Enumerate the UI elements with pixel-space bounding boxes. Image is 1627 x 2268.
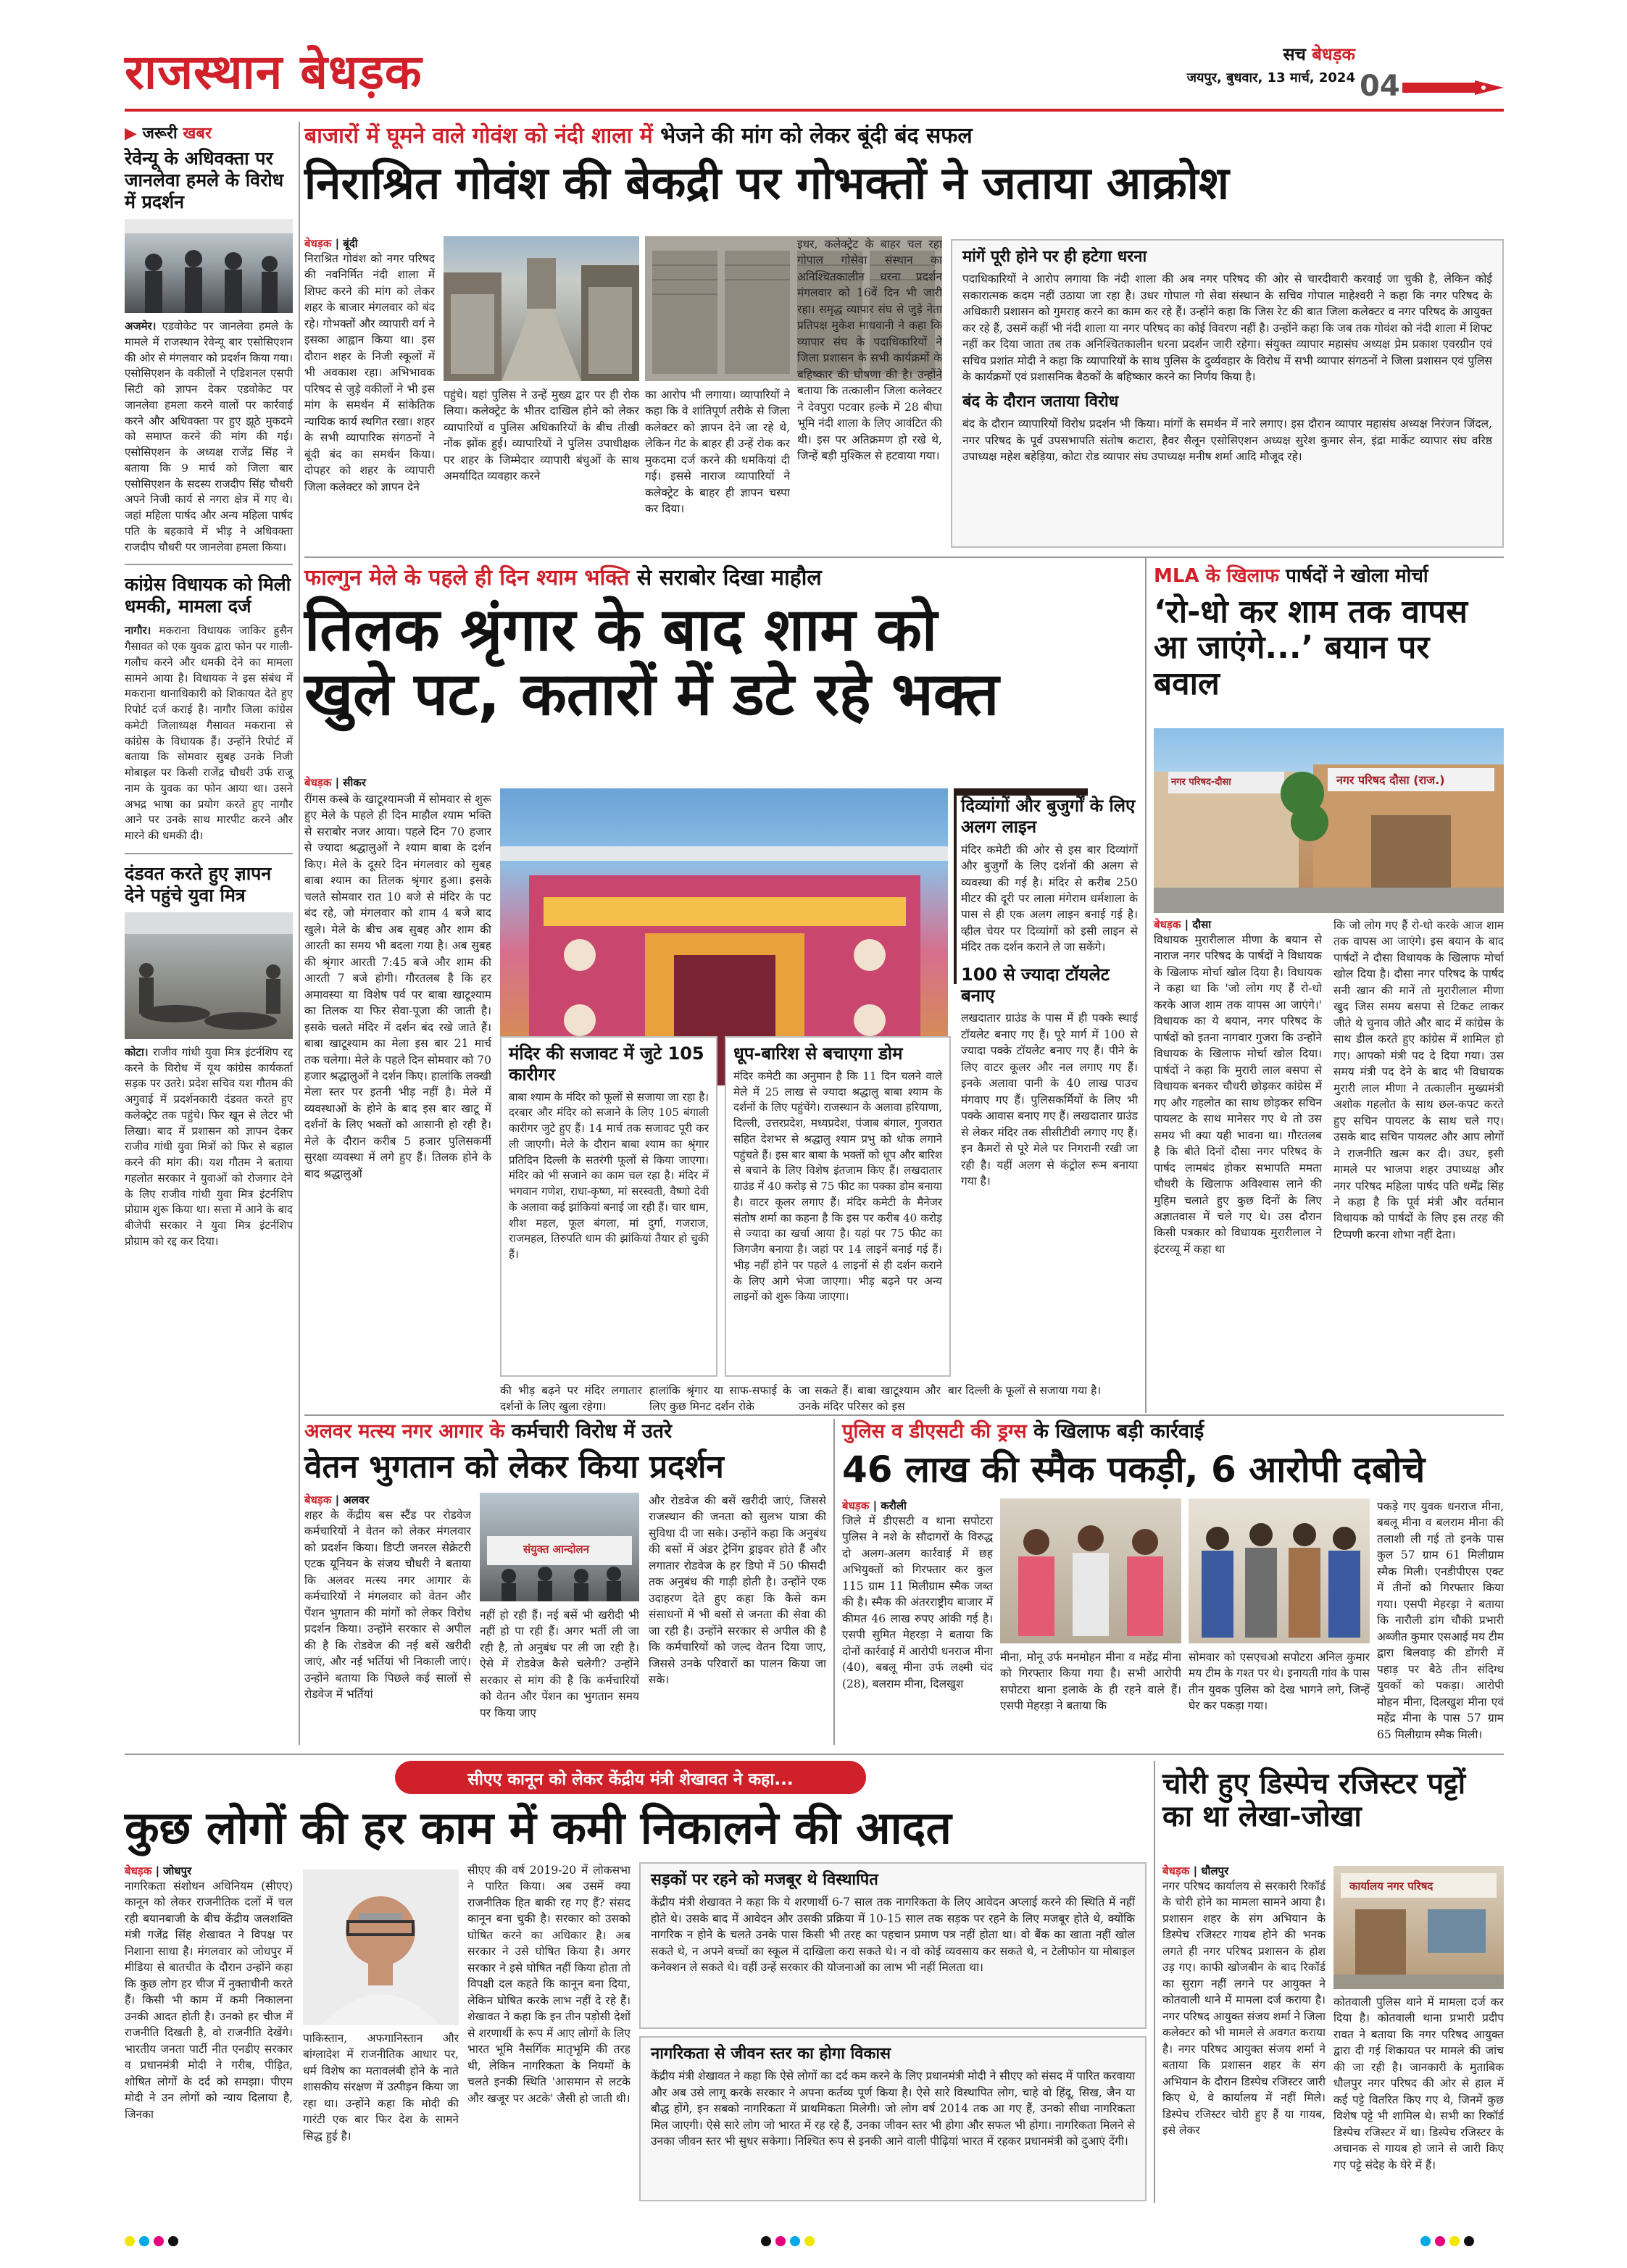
sidebar-body bbox=[125, 319, 293, 555]
story6-box2-body: केंद्रीय मंत्री शेखावत ने कहा कि ऐसे लोगों का दर्द कम करने के लिए प्रधानमंत्री मोदी ने सीएए को संसद में पारित करवाया और अब उसे लागू करके सरकार ने अपना कर्तव्य पूर्ण किया है। ऐसे सारे विस्थापित लोग, चाहे वो हिंदू, सिख, जैन या बौद्ध होंगे, इन सबको नागरिकता में प्राथमिकता मिलेगी। जो लोग वर्ष 2014 तक आ गए हैं, उनको सीधा नागरिकता मिल जाएगी। ऐसे सारे लोग जो भारत में रह रहे हैं, उनका जीवन स्तर भी होगा और सफल भी होगा। नागरिकता मिलने से उनका जीवन स्तर भी सुधर सकेगा। निश्चित रूप से इनकी आने वाली पीढ़ियां भारत में रहकर प्रधानमंत्री को दुआएं देंगी। bbox=[651, 2069, 1135, 2148]
story7-col2: कोतवाली पुलिस थाने में मामला दर्ज कर दिया है। कोतवाली थाना प्रभारी प्रदीप रावत ने बताया कि नगर परिषद आयुक्त द्वारा दी गई शिकायत पर मामले की जांच की जा रही है। जानकारी के मुताबिक धौलपुर नगर परिषद की ओर से हाल में कई पट्टे वितरित किए गए थे, जिनमें कुछ विशेष पट्टे भी शामिल थे। सभी का रिकॉर्ड डिस्पेच रजिस्टर में था। डिस्पेच रजिस्टर के अचानक से गायब हो जाने से जारी किए गए पट्टे संदेह के घेरे में हैं। bbox=[1333, 1996, 1504, 2172]
dateline-place: सीकर bbox=[343, 776, 366, 789]
story6-col1: नागरिकता संशोधन अधिनियम (सीएए) कानून को लेकर राजनीतिक दलों में चल रही बयानबाजी के बीच केंद्रीय जलशक्ति मंत्री गजेंद्र सिंह शेखावत ने विपक्ष पर निशाना साधा है। मंगलवार को जोधपुर में मीडिया से बातचीत के दौरान उन्होंने कहा कि कुछ लोग हर चीज में नुक्ताचीनी करते हैं। किसी भी काम में कमी निकालना उनकी आदत होती है। उनको हर चीज में राजनीति दिखती है, वो राजनीति देखेंगे। भारतीय जनता पार्टी नीत एनडीए सरकार व प्रधानमंत्री मोदी ने गरीब, पीड़ित, शोषित लोगों के दर्द को समझा। पीएम मोदी ने उन लोगों को न्याय दिलाया है, जिनका bbox=[125, 1880, 293, 2121]
story2-headline-l1: तिलक श्रृंगार के बाद शाम को bbox=[304, 596, 938, 664]
story2-right-col bbox=[957, 796, 1138, 1375]
dateline-source: बेधड़क bbox=[304, 237, 332, 250]
masthead-tag-a: सच bbox=[1283, 44, 1306, 64]
story6-photo-caption: पाकिस्तान, अफगानिस्तान और बांग्लादेश में राजनीतिक आधार पर, धर्म विशेष का मतावलंबी होने के नाते शासकीय संरक्षण में उत्पीड़न किया जा रहा था। उन्होंने कहा कि मोदी की गारंटी एक बार फिर देश के सामने सिद्ध हुई है। bbox=[303, 2032, 459, 2143]
story2-caption2 bbox=[725, 1036, 951, 1377]
municipal-council-office-photo bbox=[1333, 1866, 1504, 1989]
story4-kicker-b: कर्मचारी विरोध में उतरे bbox=[511, 1420, 673, 1443]
dateline-place: अलवर bbox=[343, 1493, 370, 1506]
story2-box1-body: मंदिर कमेटी की ओर से इस बार दिव्यांगों और बुजुर्गों के लिए दर्शनों की अलग से व्यवस्था की गई है। मंदिर से करीब 250 मीटर की दूरी पर लाला मंगेराम धर्मशाला के पास से ही एक अलग लाइन बनाई गई है। व्हील चेयर पर दिव्यांगों को इसी लाइन से मंदिर तक दर्शन कराने ले जा सकेंगे। bbox=[961, 843, 1138, 954]
story5-kicker bbox=[842, 1420, 1504, 1443]
caret-icon: ▶ bbox=[125, 125, 137, 143]
story5-kicker-b: के खिलाफ बड़ी कार्रवाई bbox=[1033, 1420, 1204, 1443]
story2-col1: रींगस कस्बे के खाटूश्यामजी में सोमवार से शुरू हुए मेले के पहले ही दिन माहौल श्याम भक्ति से सराबोर नजर आया। पहले दिन 70 हजार से ज्यादा श्रद्धालुओं ने श्याम बाबा के दर्शन किए। मेले के दूसरे दिन मंगलवार को सुबह बाबा श्याम का तिलक श्रृंगार हुआ। इसके चलते सोमवार रात 10 बजे से मंदिर के पट बंद रहे, जो मंगलवार को शाम 4 बजे बाद खुले। मेले के बीच अब सुबह और शाम की आरती का समय भी बदला गया है। अब सुबह की श्रृंगार आरती 7:45 बजे और शाम की आरती 7 बजे होगी। गौरतलब है कि हर अमावस्या या विशेष पर्व पर बाबा खाटूश्याम का तिलक या फिर सेवा-पूजा की जाती है। इसके चलते मंदिर में दर्शन बंद रखे जाते हैं। बाबा खाटूश्याम का मेला इस बार 21 मार्च तक चलेगा। मेले के पहले दिन सोमवार को 70 हजार श्रद्धालुओं ने दर्शन किए। हालांकि लक्खी मेला स्तर पर इतनी भीड़ नहीं है। मेले में व्यवस्थाओं के होने के बाद इस बार खाटू में दर्शनों के लिए भक्तों को आसानी हो रही है। मेले के दौरान करीब 5 हजार पुलिसकर्मी सुरक्षा व्यवस्था में लगे हुए हैं। तिलक होने के बाद श्रद्धालुओं bbox=[304, 793, 491, 1180]
story2-kicker bbox=[304, 565, 1138, 591]
sidebar-dateline: अजमेर। bbox=[125, 320, 157, 333]
story6-dateline: बेधड़क | जोधपुर bbox=[125, 1864, 192, 1877]
story4-headline: वेतन भुगतान को लेकर किया प्रदर्शन bbox=[304, 1448, 724, 1485]
sidebar-item-1 bbox=[125, 148, 293, 555]
story1-kicker-a: बाजारों में घूमने वाले गोवंश को नंदी शाला में bbox=[304, 123, 653, 149]
masthead-title: राजस्थान बेधड़क bbox=[125, 43, 423, 100]
story1-col4: इधर, कलेक्ट्रेट के बाहर चल रहा गोपाल गोसेवा संस्थान का अनिश्चितकालीन धरना प्रदर्शन मंगलवार को 16वें दिन भी जारी रहा। समृद्ध व्यापार संघ से जुड़े नेता प्रतिपक्ष मुकेश माधवानी ने कहा कि व्यापार संघ के पदाधिकारियों ने जिला प्रशासन के सभी कार्यक्रमों के बहिष्कार की घोषणा की है। उन्होंने बताया कि तत्कालीन जिला कलेक्टर ने देवपुरा पटवार हल्के में 28 बीघा भूमि नंदी शाला के लिए आवंटित की थी। इस पर अतिक्रमण हो रखे थे, जिन्हें बड़ी मुश्किल से हटवाया गया। bbox=[797, 238, 942, 463]
pen-nib-icon bbox=[1402, 78, 1504, 97]
story2-caption1-body: बाबा श्याम के मंदिर को फूलों से सजाया जा रहा है। दरबार और मंदिर को सजाने के लिए 105 बंगाली कारीगर जुटे हुए हैं। 14 मार्च तक सजावट पूरी कर ली जाएगी। मेले के दौरान बाबा श्याम का श्रृंगार प्रतिदिन दिल्ली के सतरंगी फूलों से किया जाएगा। मंदिर को भी सजाने का काम चल रहा है। मंदिर में भगवान गणेश, राधा-कृष्ण, मां सरस्वती, वैष्णो देवी के अलावा कई झांकियां बनाई जा रही हैं। चार धाम, शीश महल, फूल बंगला, मां दुर्गा, गजराज, राजमहल, तिरुपति धाम की झांकियां तैयार हो चुकी हैं। bbox=[509, 1090, 709, 1262]
story5-caption2: सोमवार को एसएचओ सपोटरा अनिल कुमार मय टीम के गश्त पर थे। इनायती गांव के पास तीन युवक पुलिस को देख भागने लगे, जिन्हें घेर कर पकड़ा गया। bbox=[1189, 1651, 1370, 1713]
story2-caption2-title: धूप-बारिश से बचाएगा डोम bbox=[733, 1043, 903, 1064]
story4-kicker-a: अलवर मत्स्य नगर आगार के bbox=[304, 1420, 505, 1443]
story7-dateline: बेधड़क | धौलपुर bbox=[1162, 1864, 1229, 1877]
color-registration-center bbox=[761, 2235, 819, 2249]
municipal-office-photo bbox=[1154, 728, 1504, 913]
story1-kicker bbox=[304, 123, 1504, 149]
story4-col2: नहीं हो रही हैं। नई बसें भी खरीदी भी नहीं हो पा रही हैं। अगर भर्ती ली जा रही है, तो अनुबंध पर ली जा रही है। ऐसे में रोडवेज कैसे चलेगी? उन्होंने सरकार से मांग की है कि कर्मचारियों को वेतन और पेंशन का भुगतान समय पर किया जाए bbox=[480, 1609, 639, 1719]
story1-box2-title: बंद के दौरान जताया विरोध bbox=[962, 392, 1119, 411]
story4-kicker bbox=[304, 1420, 826, 1443]
accused-photo-2 bbox=[1189, 1498, 1370, 1643]
story1-col2: पहुंचे। यहां पुलिस ने उन्हें मुख्य द्वार पर ही रोक लिया। कलेक्ट्रेट के भीतर दाखिल होने को लेकर व्यापारियों व पुलिस अधिकारियों के बीच तीखी नोंक झोंक हुई। व्यापारियों ने पुलिस उपाधीक्षक पर शहर के जिम्मेदार व्यापारी बंधुओं के साथ अमर्यादित व्यवहार करने bbox=[444, 388, 639, 483]
story5-col1: जिले में डीएसटी व थाना सपोटरा पुलिस ने नशे के सौदागरों के विरुद्ध दो अलग-अलग कार्रवाई में छह अभियुक्तों को गिरफ्तार कर कुल 115 ग्राम 11 मिलीग्राम स्मैक जब्त की है। स्मैक की अंतरराष्ट्रीय बाजार में कीमत 46 लाख रुपए आंकी गई है। एसपी सुमित मेहरड़ा ने बताया कि दोनों कार्रवाई में आरोपी धनराज मीना (40), बबलू मीना उर्फ लक्ष्मी चंद (28), बलराम मीना, दिलखुश bbox=[842, 1514, 993, 1690]
page-number: 04 bbox=[1360, 70, 1400, 103]
sidebar-text: मकराना विधायक जाकिर हुसैन गैसावत को एक युवक द्वारा फोन पर गाली-गलौच करने और धमकी देने का मामला सामने आया है। विधायक ने इस संबंध में मकराना थानाधिकारी को शिकायत देते हुए रिपोर्ट दर्ज कराई है। नागौर जिला कांग्रेस कमेटी जिलाध्यक्ष गैसावत मकराना से कांग्रेस के विधायक हैं। उन्होंने रिपोर्ट में बताया कि सोमवार सुबह उनके निजी मोबाइल पर किसी राजेंद्र चौधरी उर्फ राजू नाम के युवक का फोन आया था। उसने अभद्र भाषा का प्रयोग करते हुए नागौर आने पर उनके साथ मारपीट करने और मारने की धमकी दी। bbox=[125, 624, 293, 842]
story2-dateline: बेधड़क | सीकर bbox=[304, 776, 366, 789]
story4-col3: और रोडवेज की बसें खरीदी जाएं, जिससे राजस्थान की जनता को सुलभ यात्रा की सुविधा दी जा सके। उन्होंने कहा कि अनुबंध की बसों में अंडर ट्रेनिंग ड्राइवर होते हैं और लगातार रोडवेज के हर डिपो में 50 फीसदी तक अनुबंध की गाड़ी होती है। उन्होंने एक उदाहरण देते हुए कहा कि कैसे कम संसाधनों में भी बसों से जनता की सेवा की जा रही है। उन्होंने सरकार से अपील की है कि कर्मचारियों को जल्द वेतन दिया जाए, जिससे उनके परिवारों का पालन किया जा सके। bbox=[649, 1494, 826, 1687]
color-registration-right bbox=[1420, 2235, 1478, 2249]
story1-box2-body: बंद के दौरान व्यापारियों विरोध प्रदर्शन भी किया। मांगों के समर्थन में नारे लगाए। इस दौरान व्यापार महासंघ अध्यक्ष निरंजन जिंदल, नगर परिषद के पूर्व उपसभापति संतोष कटारा, हैवर सैलून एसोसिएशन अध्यक्ष सुरेश कुमार सेन, इंद्रा मार्केट व्यापार संघ वरिष्ठ उपाध्यक्ष महेश बहेड़िया, कोटा रोड व्यापार संघ उपाध्यक्ष मनीष शर्मा आदि मौजूद रहे। bbox=[962, 417, 1492, 463]
sidebar-divider bbox=[125, 853, 293, 854]
sidebar-text: एडवोकेट पर जानलेवा हमले के मामले में राजस्थान रेवेन्यू बार एसोसिएशन की ओर से मंगलवार को प्रदर्शन किया गया। एसोसिएशन के वकीलों ने एडिशनल एसपी सिटी को ज्ञापन देकर एडवोकेट पर जानलेवा हमला करने वालों पर कार्रवाई करने और अधिवक्ता पर हुए झूठे मुकदमे को समाप्त करने की मांग की गई। एसोसिएशन के अध्यक्ष राजेंद्र सिंह ने बताया कि 9 मार्च को जिला बार एसोसिएशन के सदस्य राजदीप सिंह चौधरी अपने निजी कार्य से नगरा क्षेत्र में गए थे। जहां महिला पार्षद और अन्य महिला पार्षद पति के बहकावे में भीड़ ने अधिवक्ता राजदीप चौधरी पर जानलेवा हमला किया। bbox=[125, 320, 293, 554]
story6-right-rule bbox=[1154, 1761, 1155, 2203]
masthead-tag-b: बेधड़क bbox=[1312, 44, 1355, 64]
story6-kicker-banner bbox=[395, 1761, 866, 1794]
dateline-source: बेधड़क bbox=[842, 1499, 870, 1512]
masthead-rule bbox=[125, 109, 1504, 112]
story3-dateline: बेधड़क | दौसा bbox=[1154, 918, 1212, 931]
story2-headline bbox=[304, 596, 1138, 729]
story1-box bbox=[951, 239, 1504, 548]
dateline-place: करौली bbox=[881, 1499, 907, 1512]
sidebar-headline: रेवेन्यू के अधिवक्ता पर जानलेवा हमले के विरोध में प्रदर्शन bbox=[125, 148, 284, 212]
story2-box1-title: दिव्यांगों और बुजुर्गों के लिए अलग लाइन bbox=[961, 796, 1136, 837]
story2-tail-3: जा सकते हैं। बाबा खाटूश्याम और उनके मंदिर परिसर को इस bbox=[799, 1384, 941, 1414]
story3-col1: विधायक मुरारीलाल मीणा के बयान से नाराज नगर परिषद के पार्षदों ने विधायक के खिलाफ मोर्चा खोल दिया है। विधायक ने कहा था कि 'जो लोग गए हैं रो-धो करके आज शाम तक वापस आ जाएंगे।' विधायक का ये बयान, नगर परिषद के पार्षदों को इतना नागवार गुजरा कि उन्होंने विधायक के खिलाफ मोर्चा खोल दिया। पार्षदों ने कहा कि मुरारी लाल बसपा से विधायक बनकर चौधरी छोड़कर कांग्रेस में गए और गहलोत का साथ छोड़कर सचिन पायलट के साथ मानेसर गए थे तो उस समय भी क्या यही भावना था। गौरतलब है कि बीते दिनों दौसा नगर परिषद के पार्षद लामबंद होकर सभापति ममता चौधरी के खिलाफ अविश्वास लाने की मुहिम चलाते हुए कुछ दिनों के लिए अज्ञातवास में चले गए थे। उस दौरान किसी पत्रकार को विधायक मुरारीलाल ने इंटरव्यू में कहा था bbox=[1154, 933, 1322, 1256]
roadways-protest-photo bbox=[480, 1493, 639, 1601]
minister-portrait-photo bbox=[303, 1869, 459, 2025]
photo-sign-1: नगर परिषद-दौसा bbox=[1171, 777, 1231, 788]
story2-right-rule bbox=[1145, 558, 1147, 1413]
story2-caption1-title: मंदिर की सजावट में जुटे 105 कारीगर bbox=[509, 1043, 704, 1085]
story3-headline: ‘रो-धो कर शाम तक वापस आ जाएंगे...’ बयान पर बवाल bbox=[1154, 593, 1468, 702]
story1-box1-title: मांगें पूरी होने पर ही हटेगा धरना bbox=[962, 248, 1147, 266]
story4-dateline: बेधड़क | अलवर bbox=[304, 1493, 370, 1506]
sidebar-headline: दंडवत करते हुए ज्ञापन देने पहुंचे युवा मित्र bbox=[125, 862, 272, 906]
story6-headline: कुछ लोगों की हर काम में कमी निकालने की आदत bbox=[125, 1801, 952, 1854]
dateline-place: जोधपुर bbox=[163, 1864, 192, 1877]
story5-headline: 46 लाख की स्मैक पकड़ी, 6 आरोपी दबोचे bbox=[842, 1448, 1426, 1491]
sidebar-label-a: जरूरी bbox=[142, 125, 178, 143]
story6-box1-title: सड़कों पर रहने को मजबूर थे विस्थापित bbox=[651, 1871, 878, 1889]
story2-caption2-body: मंदिर कमेटी का अनुमान है कि 11 दिन चलने वाले मेले में 25 लाख से ज्यादा श्रद्धालु बाबा श्याम के दर्शनों के लिए पहुंचेंगे। राजस्थान के अलावा हरियाणा, दिल्ली, उत्तरप्रदेश, मध्यप्रदेश, पंजाब बंगाल, गुजरात सहित देशभर से श्रद्धालु श्याम प्रभु को धोक लगाने पहुंचते हैं। इस बार बाबा के भक्तों को धूप और बारिश से बचाने के लिए विशेष इंतजाम किए हैं। लखदातार ग्राउंड में 40 करोड़ से 75 फीट का पक्का डोम बनाया है। वाटर कूलर लगाए हैं। मंदिर कमेटी के मैनेजर संतोष शर्मा का कहना है कि इस पर करीब 40 करोड़ से ज्यादा का खर्चा आया है। यहां पर 75 फीट का जिगजैग बनाया है। जहां पर 14 लाइनें बनाई गई हैं। भीड़ नहीं होने पर पहले 4 लाइनों से ही दर्शन कराने के लिए आगे भेजा जाएगा। भीड़ बढ़ने पर अन्य लाइनों को शुरू किया जाएगा। bbox=[733, 1069, 942, 1304]
story2-box2-title: 100 से ज्यादा टॉयलेट बनाए bbox=[961, 964, 1110, 1006]
sidebar-dateline: कोटा। bbox=[125, 1045, 149, 1059]
story7-col1: नगर परिषद कार्यालय से सरकारी रिकॉर्ड के चोरी होने का मामला सामने आया है। प्रशासन शहर के संग अभियान के डिस्पेच रजिस्टर गायब होने की भनक लगते ही नगर परिषद प्रशासन के होश उड़ गए। काफी खोजबीन के बाद रिकॉर्ड का सुराग नहीं लगने पर आयुक्त ने कोतवाली थाने में मामला दर्ज कराया है। नगर परिषद आयुक्त संजय शर्मा ने जिला कलेक्टर को भी मामले से अवगत कराया है। नगर परिषद आयुक्त संजय शर्मा ने बताया कि प्रशासन शहर के संग अभियान के दौरान डिस्पेच रजिस्टर जारी किए थे, वे कार्यालय में नहीं मिले। डिस्पेच रजिस्टर चोरी हुए हैं या गायब, इसे लेकर bbox=[1162, 1880, 1326, 2138]
story1-headline: निराश्रित गोवंश की बेकद्री पर गोभक्तों ने जताया आक्रोश bbox=[304, 157, 1229, 209]
masthead-date-block bbox=[1160, 42, 1355, 86]
sidebar-dateline: नागौर। bbox=[125, 624, 151, 638]
sidebar-body bbox=[125, 623, 293, 844]
dateline-place: दौसा bbox=[1192, 918, 1212, 931]
sidebar-vertical-rule bbox=[299, 122, 300, 1745]
protest-photo bbox=[125, 219, 293, 313]
banner-text: संयुक्त आन्दोलन bbox=[523, 1543, 589, 1556]
dateline-source: बेधड़क bbox=[125, 1864, 152, 1877]
story2-kicker-a: फाल्गुन मेले के पहले ही दिन श्याम भक्ति bbox=[304, 565, 630, 591]
photo-sign-3: कार्यालय नगर परिषद bbox=[1349, 1880, 1433, 1893]
dateline-source: बेधड़क bbox=[304, 1493, 332, 1506]
story4-right-rule bbox=[833, 1419, 835, 1745]
story6-col2: सीएए की वर्ष 2019-20 में लोकसभा ने पारित किया। अब उसमें क्या राजनीतिक हित बाकी रह गए हैं? संसद कानून बना चुकी है। सरकार को उसको घोषित करने का अधिकार है। अब सरकार ने उसे घोषित किया है। अगर सरकार ने इसे घोषित नहीं किया होता तो विपक्षी दल कहते कि कानून बना दिया, लेकिन घोषित करके लाभ नहीं दे रहे हैं। शेखावत ने कहा कि इन तीन पड़ोसी देशों से शरणार्थी के रूप में आए लोगों के लिए भारत भूमि नैसर्गिक मातृभूमि की तरह थी, लेकिन नागरिकता के नियमों के चलते इनकी स्थिति 'आसमान से लटके और खजूर पर अटके' जैसी हो जाती थी। bbox=[467, 1864, 631, 2105]
dateline-source: बेधड़क bbox=[1162, 1864, 1190, 1877]
mid-rule bbox=[304, 1414, 1504, 1416]
sidebar-item-2 bbox=[125, 574, 293, 844]
story1-col1: निराश्रित गोवंश को नगर परिषद की नवनिर्मित नंदी शाला में शिफ्ट करने की मांग को लेकर शहर के बाजार मंगलवार को बंद रहे। गोभक्तों और व्यापारी वर्ग ने इसका आह्वान किया था। इस दौरान शहर के निजी स्कूलों में भी अवकाश रहा। अभिभावक परिषद से जुड़े वकीलों ने भी इस मांग के समर्थन में सांकेतिक न्यायिक कार्य स्थगित रखा। शहर के सभी व्यापारिक संगठनों ने बूंदी बंद का समर्थन किया। दोपहर को शहर के व्यापारी जिला कलेक्टर को ज्ञापन देने bbox=[304, 252, 435, 493]
story7-headline: चोरी हुए डिस्पेच रजिस्टर पट्टों का था लेखा-जोखा bbox=[1162, 1767, 1466, 1833]
sidebar-headline: कांग्रेस विधायक को मिली धमकी, मामला दर्ज bbox=[125, 574, 291, 617]
story6-box2 bbox=[639, 2036, 1147, 2201]
story6-box1 bbox=[639, 1862, 1147, 2029]
story3-kicker-b: पार्षदों ने खोला मोर्चा bbox=[1286, 565, 1428, 587]
sidebar-item-3 bbox=[125, 863, 293, 1250]
story5-caption1: मीना, मोनू उर्फ मनमोहन मीना व महेंद्र मीना को गिरफ्तार किया गया है। सभी आरोपी सपोटरा थाना इलाके के ही रहने वाले हैं। एसपी मेहरड़ा ने बताया कि bbox=[1000, 1651, 1181, 1713]
dateline-place: धौलपुर bbox=[1201, 1864, 1229, 1877]
story6-box1-body: केंद्रीय मंत्री शेखावत ने कहा कि ये शरणार्थी 6-7 साल तक नागरिकता के लिए आवेदन अप्लाई करने की स्थिति में नहीं होते थे। उसके बाद में आवेदन और उसकी प्रक्रिया में 10-15 साल तक सड़क पर रहने के लिए मजबूर होते थे, क्योंकि नागरिक न होने के चलते उनके पास किसी भी तरह का पहचान प्रमाण पत्र नहीं होता था। वो बैंक का खाता नहीं खोल सकते थे, न अपने बच्चों का स्कूल में दाखिला करा सकते थे। न वो कोई व्यवसाय कर सकते थे, न टेलीफोन या मोबाइल कनेक्शन ले सकते थे। वहीं उन्हें सरकार की योजनाओं का लाभ भी नहीं मिलता था। bbox=[651, 1896, 1135, 1975]
story2-tail-4: बार दिल्ली के फूलों से सजाया गया है। bbox=[948, 1384, 1102, 1397]
story1-kicker-b: भेजने की मांग को लेकर बूंदी बंद सफल bbox=[660, 123, 973, 149]
sidebar-text: राजीव गांधी युवा मित्र इंटर्नशिप रद्द करने के विरोध में यूथ कांग्रेस कार्यकर्ता सड़क पर उतरे। प्रदेश सचिव यश गौतम की अगुवाई में प्रदर्शनकारी दंडवत करते हुए कलेक्ट्रेट तक पहुंचे। फिर खून से लेटर भी लिखा। बाद में प्रशासन को ज्ञापन देकर राजीव गांधी युवा मित्रों को फिर से बहाल करने की मांग की। यश गौतम ने बताया गहलोत सरकार ने युवाओं को रोजगार देने के लिए राजीव गांधी युवा मित्र इंटर्नशिप प्रोग्राम शुरू किया था। सत्ता में आने के बाद बीजेपी सरकार ने युवा मित्र इंटर्नशिप प्रोग्राम को रद्द कर दिया। bbox=[125, 1045, 293, 1248]
story5-dateline: बेधड़क | करौली bbox=[842, 1499, 907, 1512]
sidebar-label-b: खबर bbox=[183, 125, 212, 143]
photo-sign-2: नगर परिषद दौसा (राज.) bbox=[1336, 773, 1445, 787]
story6-kicker: सीएए कानून को लेकर केंद्रीय मंत्री शेखावत ने कहा... bbox=[467, 1770, 794, 1789]
story2-headline-l2: खुले पट, कतारों में डटे रहे भक्त bbox=[304, 659, 999, 729]
prostrate-protest-photo bbox=[125, 912, 293, 1039]
dateline-source: बेधड़क bbox=[304, 776, 332, 789]
story2-tail-1: की भीड़ बढ़ने पर मंदिर लगातार दर्शनों के लिए खुला रहेगा। bbox=[500, 1384, 642, 1414]
story5-kicker-a: पुलिस व डीएसटी की ड्रग्स bbox=[842, 1420, 1027, 1443]
story2-caption1 bbox=[500, 1036, 717, 1377]
lower-rule bbox=[125, 1754, 1504, 1755]
story1-box1-body: पदाधिकारियों ने आरोप लगाया कि नंदी शाला की अब नगर परिषद की ओर से चारदीवारी करवाई जा चुकी है, लेकिन कोई सकारात्मक कदम नहीं उठाया जा रहा है। उधर गोपाल गो सेवा संस्थान के सचिव गोपाल माहेश्वरी ने कहा कि नगर परिषद के अधिकारी प्रशासन को गुमराह करने का काम कर रहे हैं। उन्होंने कहा कि जिस रेट की बात जिला कलेक्टर व नगर परिषद के आयुक्त कर रहे हैं, उसमें कहीं भी नंदी शाला या नगर परिषद का कोई विवरण नहीं है। उन्होंने कहा कि जब तक गोवंश को नंदी शाला में शिफ्ट नहीं कर दिया जाता तब तक अनिश्चितकालीन धरना प्रदर्शन जारी रहेगा। संयुक्त व्यापार महासंघ अध्यक्ष प्रेम प्रकाश एवरग्रीन एवं सचिव प्रशांत मोदी ने कहा कि व्यापारियों के साथ पुलिस के दुर्व्यवहार के विरोध में सभी व्यापार संगठनों ने जिला प्रशासन एवं पुलिस के कार्यक्रमों एवं प्रशासनिक बैठकों के बहिष्कार करने का निर्णय किया है। bbox=[962, 272, 1492, 384]
accused-photo-1 bbox=[1000, 1498, 1181, 1643]
masthead-date: जयपुर, बुधवार, 13 मार्च, 2024 bbox=[1186, 70, 1355, 86]
dateline-source: बेधड़क bbox=[1154, 918, 1181, 931]
dateline-place: बूंदी bbox=[343, 237, 358, 250]
sidebar-body bbox=[125, 1045, 293, 1250]
story4-col1: शहर के केंद्रीय बस स्टैंड पर रोडवेज कर्मचारियों ने वेतन को लेकर मंगलवार को प्रदर्शन किया। डिप्टी जनरल सेक्रेटरी एटक यूनियन के संजय चौधरी ने बताया कि अलवर मत्स्य नगर आगार के कर्मचारियों ने मंगलवार को वेतन और पेंशन भुगतान की मांगों को लेकर विरोध प्रदर्शन किया। उन्होंने सरकार से अपील की है कि रोडवेज की नई बसें खरीदी जाएं, और नई भर्तियां भी निकाली जाएं। उन्होंने बताया कि पिछले कई सालों से रोडवेज में भर्तियां bbox=[304, 1509, 471, 1701]
story2-box2-body: लखदातार ग्राउंड के पास में ही पक्के स्थाई टॉयलेट बनाए गए हैं। पूरे मार्ग में 100 से ज्यादा पक्के टॉयलेट बनाए गए हैं। पीने के लिए वाटर कूलर और नल लगाए गए हैं। इनके अलावा पानी के 40 लाख पाउच मंगवाए गए हैं। पुलिसकर्मियों के लिए भी पक्के आवास बनाए गए हैं। लखदातार ग्राउंड से लेकर मंदिर तक सीसीटीवी लगाए गए हैं। इन कैमरों से पूरे मेले पर निगरानी रखी जा रही है। यहीं अलग से कंट्रोल रूम बनाया गया है। bbox=[961, 1012, 1138, 1188]
sidebar-label bbox=[125, 122, 293, 143]
story3-kicker-a: MLA के खिलाफ bbox=[1154, 565, 1280, 587]
story3-col2: कि जो लोग गए हैं रो-धो करके आज शाम तक वापस आ जाएंगे। इस बयान के बाद पार्षदों ने दौसा विधायक के खिलाफ मोर्चा खोल दिया है। दौसा नगर परिषद के पार्षद सनी खान की मानें तो मुरारीलाल मीणा खुद जिस समय बसपा से टिकट लाकर जीते थे चुनाव जीते और बाद में कांग्रेस के साथ डील करते हुए कांग्रेस में शामिल हो गए। आपको मंत्री पद दे दिया गया। उस समय मंत्री पद देने के बाद भी विधायक मुरारी लाल मीणा ने तत्कालीन मुख्यमंत्री अशोक गहलोत के साथ छल-कपट करते हुए सचिन पायलट के साथ चले गए। उसके बाद सचिन पायलट और आप लोगों ने राजनीति खत्म कर दी। उधर, इसी मामले पर भाजपा शहर उपाध्यक्ष और नगर परिषद महिला पार्षद पति धर्मेंद्र सिंह ने कहा है कि पूर्व मंत्री और वर्तमान विधायक को पार्षदों के लिए इस तरह की टिप्पणी करना शोभा नहीं देता। bbox=[1333, 919, 1504, 1241]
story5-col3: पकड़े गए युवक धनराज मीना, बबलू मीना व बलराम मीना की तलाशी ली गई तो इनके पास कुल 57 ग्राम 61 मिलीग्राम स्मैक मिली। एनडीपीएस एक्ट में तीनों को गिरफ्तार किया गया। एसपी मेहरड़ा ने बताया कि नारौली डांग चौकी प्रभारी अब्जीत कुमार एसआई मय टीम द्वारा बिलवाड़ की डोंगरी में पहाड़ पर बैठे तीन संदिग्ध युवकों को पकड़ा। आरोपी मोहन मीना, दिलखुश मीना एवं महेंद्र मीना के पास 57 ग्राम 65 मिलीग्राम स्मैक मिली। bbox=[1377, 1500, 1504, 1741]
story1-dateline: बेधड़क | बूंदी bbox=[304, 237, 358, 250]
story2-kicker-b: से सराबोर दिखा माहौल bbox=[636, 565, 822, 591]
story1-bottom-rule bbox=[304, 556, 1504, 558]
color-registration-left bbox=[125, 2235, 183, 2249]
story3-kicker bbox=[1154, 565, 1504, 588]
story6-box2-title: नागरिकता से जीवन स्तर का होगा विकास bbox=[651, 2045, 891, 2063]
closed-market-photo bbox=[444, 236, 639, 381]
sidebar-divider bbox=[125, 564, 293, 565]
story2-tail-2: हालांकि श्रृंगार या साफ-सफाई के लिए कुछ मिनट दर्शन रोके bbox=[649, 1384, 791, 1414]
story1-col3: का आरोप भी लगाया। व्यापारियों ने कहा कि वे शांतिपूर्ण तरीके से जिला कलेक्टर को ज्ञापन देने जा रहे थे, लेकिन गेट के बाहर ही उन्हें रोक कर मुकदमा दर्ज करने की धमकियां दी गई। इससे नाराज व्यापारियों ने कलेक्ट्रेट के बाहर ही ज्ञापन चस्पा कर दिया। bbox=[645, 388, 790, 516]
